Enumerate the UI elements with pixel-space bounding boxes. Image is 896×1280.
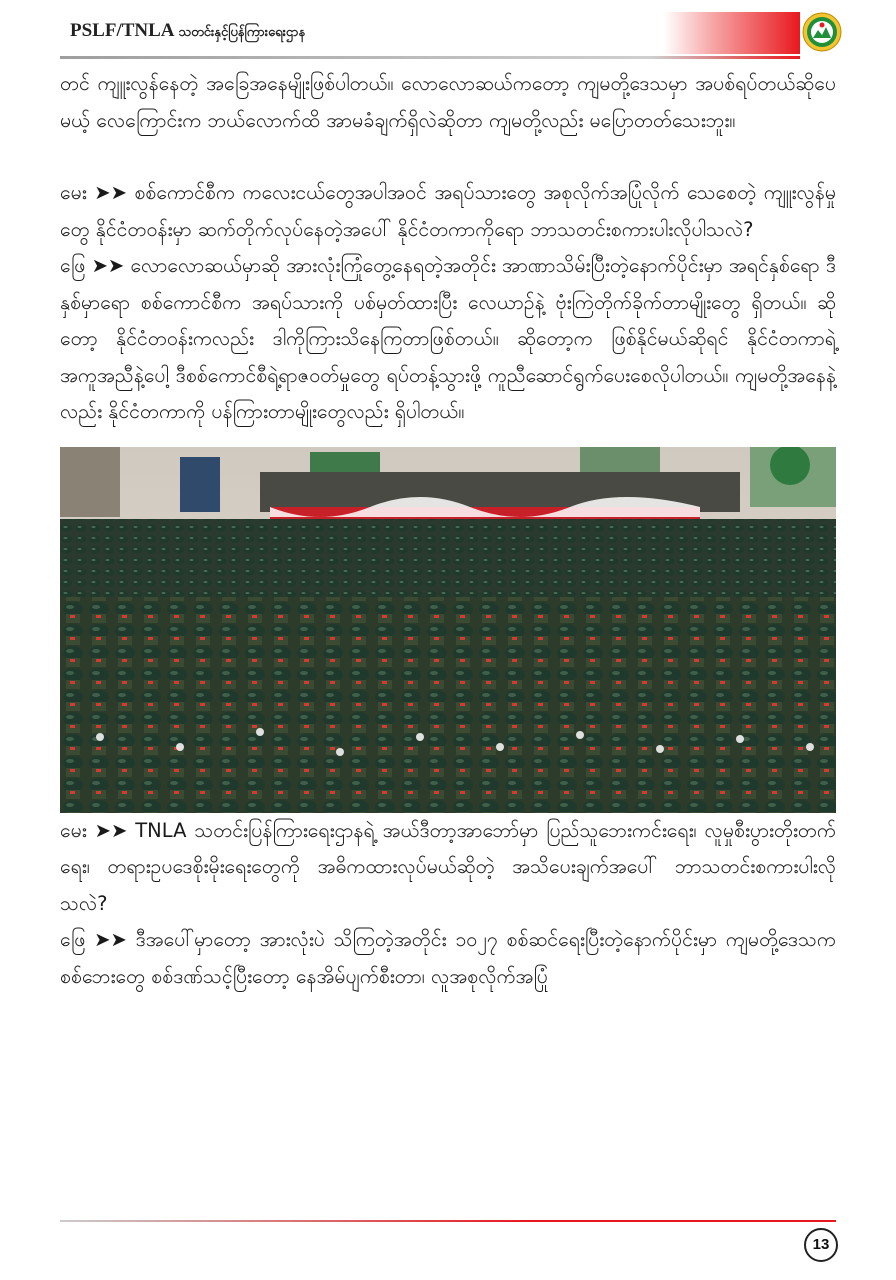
answer-paragraph: ဖြေ ➤➤ လောလောဆယ်မှာဆို အားလုံးကြုံတွေ့နေရတဲ့အတိုင်း အာဏာသိမ်းပြီးတဲ့နောက်ပိုင်းမှာ အရင်နှစ်ရော ဒီနှစ်မှာရော စစ်ကောင်စီက အရပ်သားကို ပစ်မှတ်ထားပြီး လေယာဉ်နဲ့ ဗုံးကြဲတိုက်ခိုက်တာမျိုးတွေ ရှိတယ်။ ဆိုတော့ နိုင်ငံတဝန်းကလည်း ဒါကိုကြားသိနေကြတာဖြစ်တယ်။ ဆိုတော့က ဖြစ်နိုင်မယ်ဆိုရင် နိုင်ငံတကာရဲ့ အကူအညီနဲ့ပေါ့ ဒီစစ်ကောင်စီရဲ့ရာဇဝတ်မှုတွေ ရပ်တန့်သွားဖို့ ကူညီဆောင်ရွက်ပေးစေလိုပါတယ်။ ကျမတို့အနေနဲ့လည်း နိုင်ငံတကာကို ပန်ကြားတာမျိုးတွေလည်း ရှိပါတယ်။ [60, 254, 836, 423]
question-paragraph: မေး ➤➤ စစ်ကောင်စီက ကလေးငယ်တွေအပါအဝင် အရပ်သားတွေ အစုလိုက်အပြုံလိုက် သေစေတဲ့ ကျူးလွန်မှုတွေ နိုင်ငံတဝန်းမှာ ဆက်တိုက်လုပ်နေတဲ့အပေါ် နိုင်ငံတကာကိုရော ဘာသတင်းစကားပါးလိုပါသလဲ? [60, 181, 836, 241]
header-subtitle: သတင်းနှင့်ပြန်ကြားရေးဌာန [178, 25, 306, 40]
article-body [60, 66, 836, 995]
page-header [0, 0, 896, 62]
answer-paragraph-2: ဖြေ ➤➤ ဒီအပေါ်မှာတော့ အားလုံးပဲ သိကြတဲ့အတိုင်း ၁၀၂၇ စစ်ဆင်ရေးပြီးတဲ့နောက်ပိုင်းမှာ ကျမတို့ဒေသက စစ်ဘေးတွေ စစ်ဒဏ်သင့်ပြီးတော့ နေအိမ်ပျက်စီးတာ၊ လူအစုလိုက်အပြုံ [60, 928, 836, 988]
paragraph-continued: တင် ကျူးလွန်နေတဲ့ အခြေအနေမျိုးဖြစ်ပါတယ်။ လောလောဆယ်ကတော့ ကျမတို့ဒေသမှာ အပစ်ရပ်တယ်ဆိုပေမယ့် လေကြောင်းက ဘယ်လောက်ထိ အာမခံချက်ရှိလဲဆိုတာ ကျမတို့လည်း မပြောတတ်သေးဘူး။ [60, 72, 836, 132]
header-title-text: PSLF/TNLA [70, 20, 175, 41]
header-title [70, 20, 305, 43]
tnla-emblem-icon [802, 12, 842, 52]
question-paragraph-2: မေး ➤➤ TNLA သတင်းပြန်ကြားရေးဌာနရဲ့ အယ်ဒီတာ့အာဘော်မှာ ပြည်သူဘေးကင်းရေး၊ လူမှုစီးပွားတိုးတက်ရေး၊ တရားဥပဒေစိုးမိုးရေးတွေကို အဓိကထားလုပ်မယ်ဆိုတဲ့ အသိပေးချက်အပေါ် ဘာသတင်းစကားပါးလိုသလဲ? [60, 818, 836, 915]
page-number: 13 [804, 1228, 838, 1262]
military-parade-photo [60, 447, 836, 813]
header-red-band [664, 12, 800, 54]
paragraph-gap [60, 139, 836, 175]
header-divider [60, 56, 800, 59]
footer-divider [60, 1220, 836, 1222]
